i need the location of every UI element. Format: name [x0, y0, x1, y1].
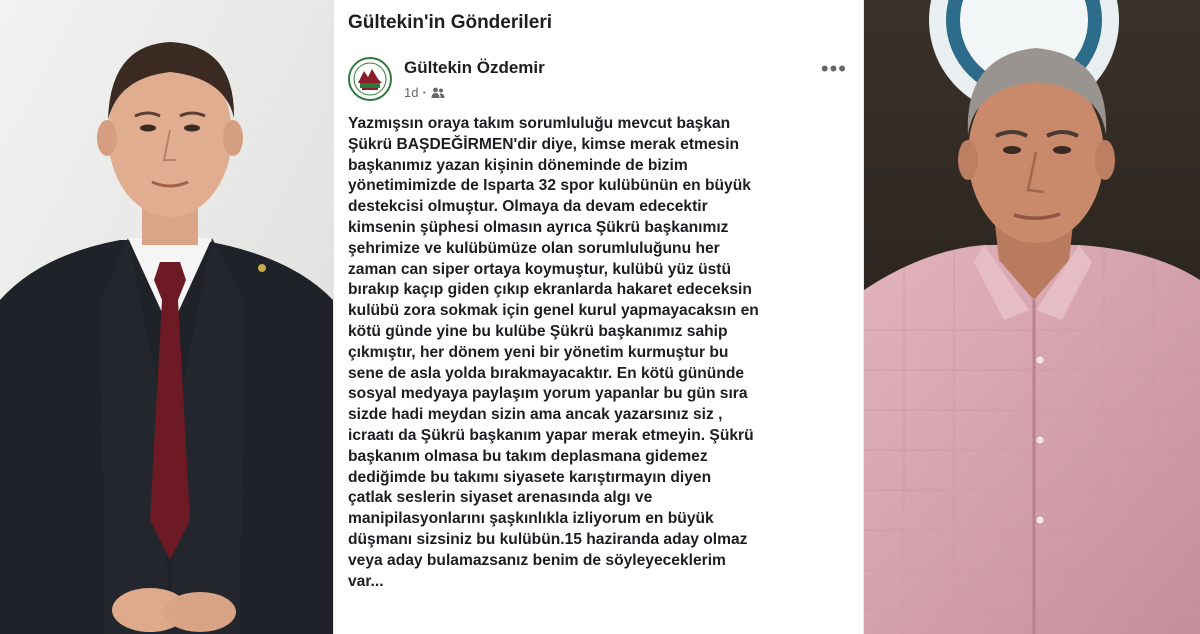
meta-separator: ·: [422, 85, 427, 100]
post-text-line: bırakıp kaçıp giden çıkıp ekranlarda hakaret edeceksin: [348, 281, 752, 299]
post-text-line: başkanım olmasa bu takım deplasmana gidemez: [348, 447, 708, 465]
post-text-line: kulübü zora sokmak için genel kurul yapmayacaksın en: [348, 302, 759, 320]
post-text-line: sene de asla yolda bırakmayacaktır. En kötü gününde: [348, 364, 745, 382]
left-person-photo: [0, 0, 333, 634]
post-text-line: var...: [348, 572, 384, 590]
friends-icon[interactable]: [431, 87, 445, 99]
post-text-line: Yazmışsın oraya takım sorumluluğu mevcut başkan: [348, 115, 731, 132]
post-text-line: kimsenin şüphesi olmasın ayrıca Şükrü başkanımız: [348, 218, 729, 236]
post-text-line: kötü günde yine bu kulübe Şükrü başkanımız sahip: [348, 322, 728, 340]
post-text-line: icraatı da Şükrü başkanım yapar merak etmeyin. Şükrü: [348, 426, 754, 444]
post-text-line: veya aday bulamazsanız benim de söyleyeceklerim: [348, 551, 726, 569]
author-name[interactable]: Gültekin Özdemir: [404, 58, 545, 77]
post-text-line: yönetimimizde de Isparta 32 spor kulübünün en büyük: [348, 177, 751, 195]
post-meta: [404, 85, 445, 100]
post-text-line: çıkmıştır, her dönem yeni bir yönetim kurmuştur bu: [348, 343, 729, 361]
post-text-line: şehrimize ve kulübümüze olan sorumluluğunu her: [348, 239, 720, 257]
post-text-line: Şükrü BAŞDEĞİRMEN'dir diye, kimse merak etmesin: [348, 135, 740, 153]
more-options-icon[interactable]: •••: [820, 56, 847, 81]
post-text-line: dediğimde bu takımı siyasete karıştırmayın diyen: [348, 468, 712, 486]
facebook-post-panel: [333, 0, 864, 634]
section-title: Gültekin'in Gönderileri: [348, 12, 553, 33]
post-text-line: sosyal medyaya paylaşım yorum yapanlar bu gün sıra: [348, 385, 748, 403]
post-text-line: destekcisi olmuştur. Olmaya da devam edecektir: [348, 198, 708, 216]
post-body-text: [348, 114, 856, 592]
post-timestamp[interactable]: 1d: [404, 85, 419, 100]
right-person-photo: [864, 0, 1200, 634]
post-text-line: manipilasyonlarını şaşkınlıkla izliyorum en büyük: [348, 510, 714, 528]
post-text-line: sizde hadi meydan sizin ama ancak yazarsınız siz ,: [348, 406, 723, 424]
author-avatar[interactable]: [348, 57, 392, 101]
post-text-line: çatlak seslerin siyaset arenasında algı ve: [348, 489, 653, 507]
club-logo-icon: [348, 57, 392, 101]
post-text-line: zaman can siper ortaya koymuştur, kulübü yüz üstü: [348, 260, 732, 278]
post-text-line: düşmanı sizsiniz bu kulübün.15 haziranda aday olmaz: [348, 530, 748, 548]
post-text-line: başkanımız yazan kişinin döneminde de bizim: [348, 156, 688, 174]
